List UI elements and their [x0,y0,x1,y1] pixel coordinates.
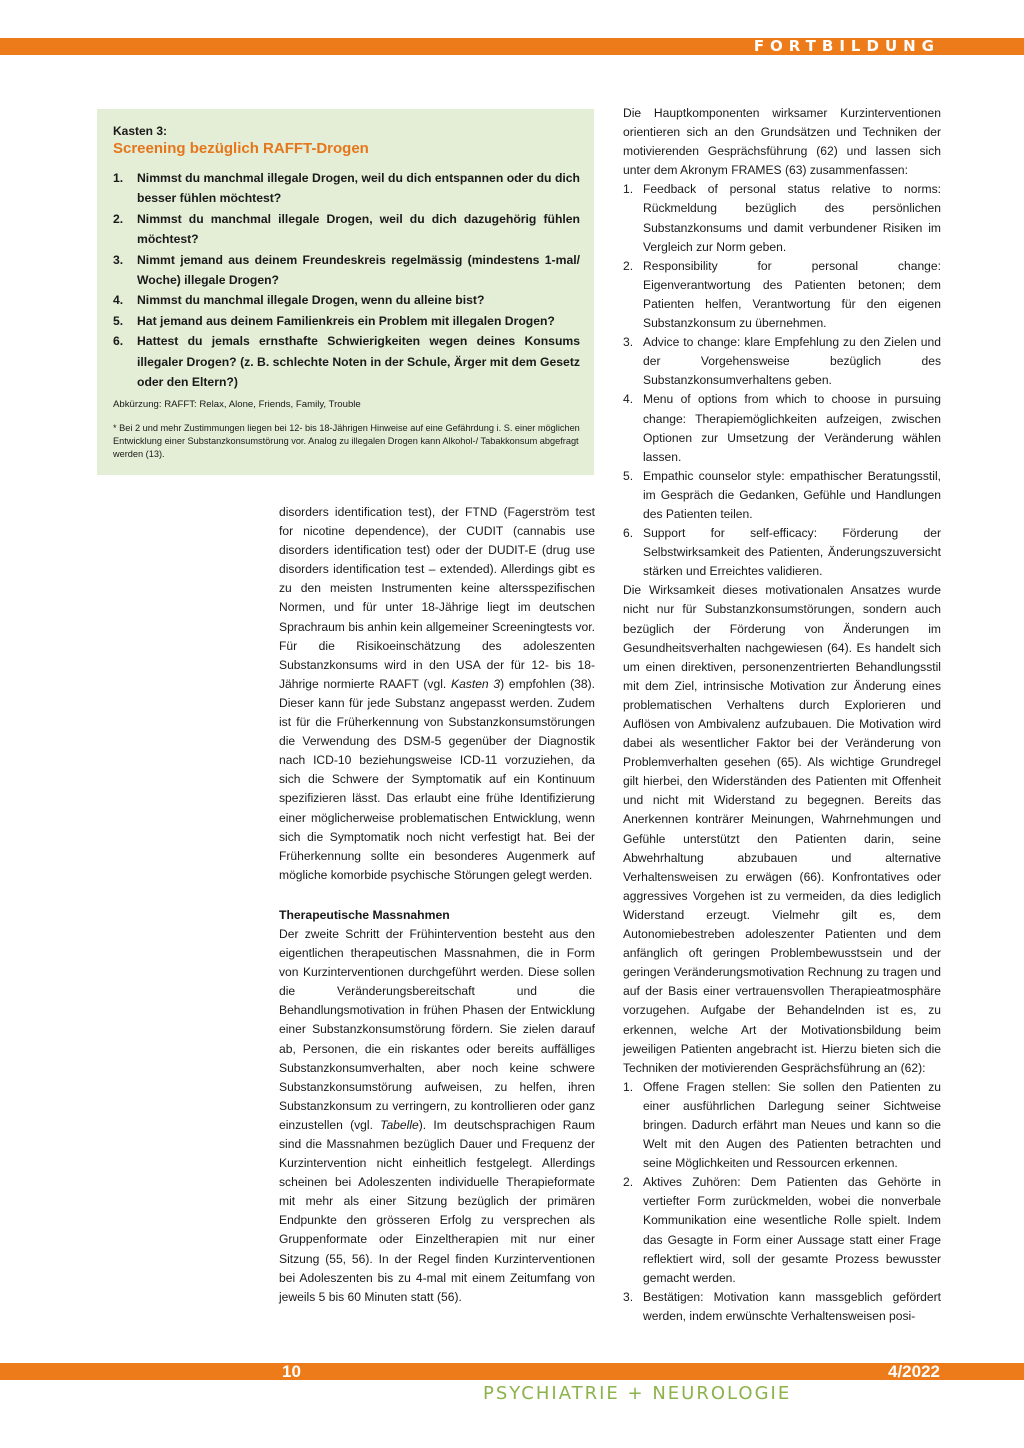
list-item: 2. Nimmst du manchmal illegale Drogen, weil du dich dazugehörig fühlen möchtest? [113,211,580,247]
list-item: 6. Support for self-efficacy: Förderung der Selbstwirksamkeit des Patienten, Änderungszuversicht stärken und Erreichtes validieren. [623,526,941,579]
page-number: 10 [282,1362,301,1381]
list-item: 6. Hattest du jemals ernsthafte Schwierigkeiten wegen deines Konsums illegaler Drogen? (z. B. schlechte Noten in der Schule, Ärger mit dem Gesetz oder den Eltern?) [113,334,580,390]
list-item: 2. Responsibility for personal change: Eigenverantwortung des Patienten betonen; dem Patienten helfen, Verantwortung für den eigenen Substanzkonsum zu übernehmen. [623,258,941,331]
list-item: 1. Offene Fragen stellen: Sie sollen den Patienten zu einer ausführlichen Darlegung seiner Sichtweise bringen. Dadurch erfährt man Neues und kann so die Welt mit den Augen des Patienten betrachten und seine Möglichkeiten und Ressourcen erkennen. [623,1079,941,1171]
info-box [97,109,594,475]
box-title: Screening bezüglich RAFFT-Drogen [113,140,369,157]
list-item: 3. Bestätigen: Motivation kann massgeblich gefördert werden, indem erwünschte Verhaltensweisen posi- [623,1289,941,1323]
journal-name: PSYCHIATRIE + NEUROLOGIE [483,1383,792,1404]
paragraph: disorders identification test), der FTND (Fagerström test for nicotine dependence), der CUDIT (cannabis use disorders identification test) oder der DUDIT-E (drug use disorders identification test – extended). Allerdings gibt es zu den meisten Instrumenten keine altersspezifischen Normen, und für unter 18-Jährige liegt im deutschen Sprachraum bis anhin kein allgemeiner Screeningtests vor. Für die Risikoeinschätzung des adoleszenten Substanzkonsums wird in den USA der für 12- bis 18-Jährige normierte RAAFT (vgl. Kasten 3) empfohlen (38). Dieser kann für jede Substanz angepasst werden. Zudem ist für die Früherkennung von Substanzkonsumstörungen die Verwendung des DSM-5 gegenüber der Diagnostik nach ICD-10 beziehungsweise ICD-11 vorzuziehen, da sich die Schwere der Symptomatik auf ein Kontinuum spezifizieren lässt. Das erlaubt eine frühe Identifizierung einer möglicherweise problematischen Entwicklung, wenn sich die Symptomatik noch nicht verfestigt hat. Bei der Früherkennung sollte ein besonderes Augenmerk auf mögliche komorbide psychische Störungen gelegt werden. [279,505,595,882]
middle-column [279,503,595,1307]
box-label: Kasten 3: [113,124,168,138]
list-item: 3. Advice to change: klare Empfehlung zu den Zielen und der Vorgehensweise bezüglich des Substanzkonsumverhaltens geben. [623,335,941,388]
list-item: 1. Nimmst du manchmal illegale Drogen, weil du dich entspannen oder du dich besser fühlen möchtest? [113,171,580,206]
footer-bar [0,1363,1024,1380]
issue-number: 4/2022 [888,1362,940,1381]
techniques-list [623,1078,941,1326]
section-label: FORTBILDUNG [753,37,940,55]
table-reference: Tabelle [380,1117,419,1132]
screening-questions [113,168,580,392]
section-heading: Therapeutische Massnahmen [279,907,450,922]
list-item: 5. Hat jemand aus deinem Familienkreis ein Problem mit illegalen Drogen? [113,313,555,328]
box-footnote: * Bei 2 und mehr Zustimmungen liegen bei 12- bis 18-Jährigen Hinweise auf eine Gefährdung i. S. einer möglichen Entwicklung einer Substanzkonsumstörung vor. Analog zu illegalen Drogen kann Alkohol-/ Tabakkonsum abgefragt werden (13). [113,423,580,459]
list-item: 1. Feedback of personal status relative to norms: Rückmeldung bezüglich des persönlichen Substanzkonsums und damit verbundener Risiken im Vergleich zur Norm geben. [623,182,941,254]
list-item: 2. Aktives Zuhören: Dem Patienten das Gehörte in vertiefter Form zurückmelden, wobei die nonverbale Kommunikation eine wesentliche Rolle spielt. Indem das Gesagte in Form einer Aussage statt einer Frage reflektiert wird, soll der gesamte Prozess bewusster gemacht werden. [623,1175,941,1285]
paragraph: Die Hauptkomponenten wirksamer Kurzinterventionen orientieren sich an den Grundsätzen und Techniken der motivierenden Gesprächsführung (62) und lassen sich unter dem Akronym FRAMES (63) zusammenfassen: [623,106,941,178]
abbreviation-note: Abkürzung: RAFFT: Relax, Alone, Friends, Family, Trouble [113,399,361,411]
list-item: 3. Nimmt jemand aus deinem Freundeskreis regelmässig (mindestens 1-mal/ Woche) illegale Drogen? [113,252,580,288]
list-item: 4. Menu of options from which to choose in pursuing change: Therapiemöglichkeiten aufzeigen, zwischen Optionen zur Umsetzung der Veränderung wählen lassen. [623,392,941,464]
box-reference: Kasten 3 [451,676,501,691]
paragraph: Die Wirksamkeit dieses motivationalen Ansatzes wurde nicht nur für Substanzkonsumstörungen, sondern auch bezüglich der Förderung von Änderungen im Gesundheitsverhalten nachgewiesen (64). Es handelt sich um einen direktiven, personenzentrierten Behandlungsstil mit dem Ziel, intrinsische Motivation zur Änderung eines problematischen Verhaltens durch Explorieren und Auflösen von Ambivalenz aufzubauen. Die Motivation wird dabei als wesentlicher Faktor bei der Veränderung von Problemverhalten gesehen (65). Als wichtige Grundregel gilt hierbei, den Widerständen des Patienten mit Offenheit und nicht mit Widerstand zu begegnen. Bereits das Anerkennen konträrer Meinungen, Wahrnehmungen und Gefühle unterstützt den Patienten darin, seine Abwehrhaltung abzubauen und alternative Verhaltensweisen zu erwägen (66). Konfrontatives oder aggressives Vorgehen ist zu vermeiden, da dies lediglich Widerstand erzeugt. Vielmehr gilt es, dem Autonomiebestreben adoleszenter Patienten und dem anfänglich oft geringen Problembewusstsein und der geringen Veränderungsmotivation Rechnung zu tragen und auf der Basis einer vertrauensvollen Therapieatmosphäre vorzugehen. Aufgabe der Behandelnden ist es, zu erkennen, welche Art der Motivationsbildung beim jeweiligen Patienten angebracht ist. Hierzu bieten sich die Techniken der motivierenden Gesprächsführung an (62): [623,583,941,1075]
list-item: 4. Nimmst du manchmal illegale Drogen, wenn du alleine bist? [113,293,485,308]
frames-list [623,180,941,581]
list-item: 5. Empathic counselor style: empathischer Beratungsstil, im Gespräch die Gedanken, Gefühle und Handlungen des Patienten teilen. [623,468,941,521]
right-column [623,104,941,1326]
paragraph: Der zweite Schritt der Frühintervention besteht aus den eigentlichen therapeutischen Massnahmen, die in Form von Kurzinterventionen durchgeführt werden. Diese sollen die Veränderungsbereitschaft und die Behandlungsmotivation in frühen Phasen der Entwicklung einer Substanzkonsumstörung fördern. Sie zielen darauf ab, Personen, die ein riskantes oder bereits auffälliges Substanzkonsumverhalten, aber noch keine schwere Substanzkonsumstörung aufweisen, zu helfen, ihren Substanzkonsum zu verringern, zu kontrollieren oder ganz einzustellen (vgl. Tabelle). Im deutschsprachigen Raum sind die Massnahmen bezüglich Dauer und Frequenz der Kurzintervention nicht einheitlich festgelegt. Allerdings scheinen bei Adoleszenten individuelle Therapieformate mit mehr als einer Sitzung bezüglich der primären Endpunkte den grösseren Erfolg zu versprechen als Gruppenformate oder Einzeltherapien mit nur einer Sitzung (55, 56). In der Regel finden Kurzinterventionen bei Adoleszenten bis zu 4-mal mit einem Zeitumfang von jeweils 5 bis 60 Minuten statt (56). [279,926,596,1304]
